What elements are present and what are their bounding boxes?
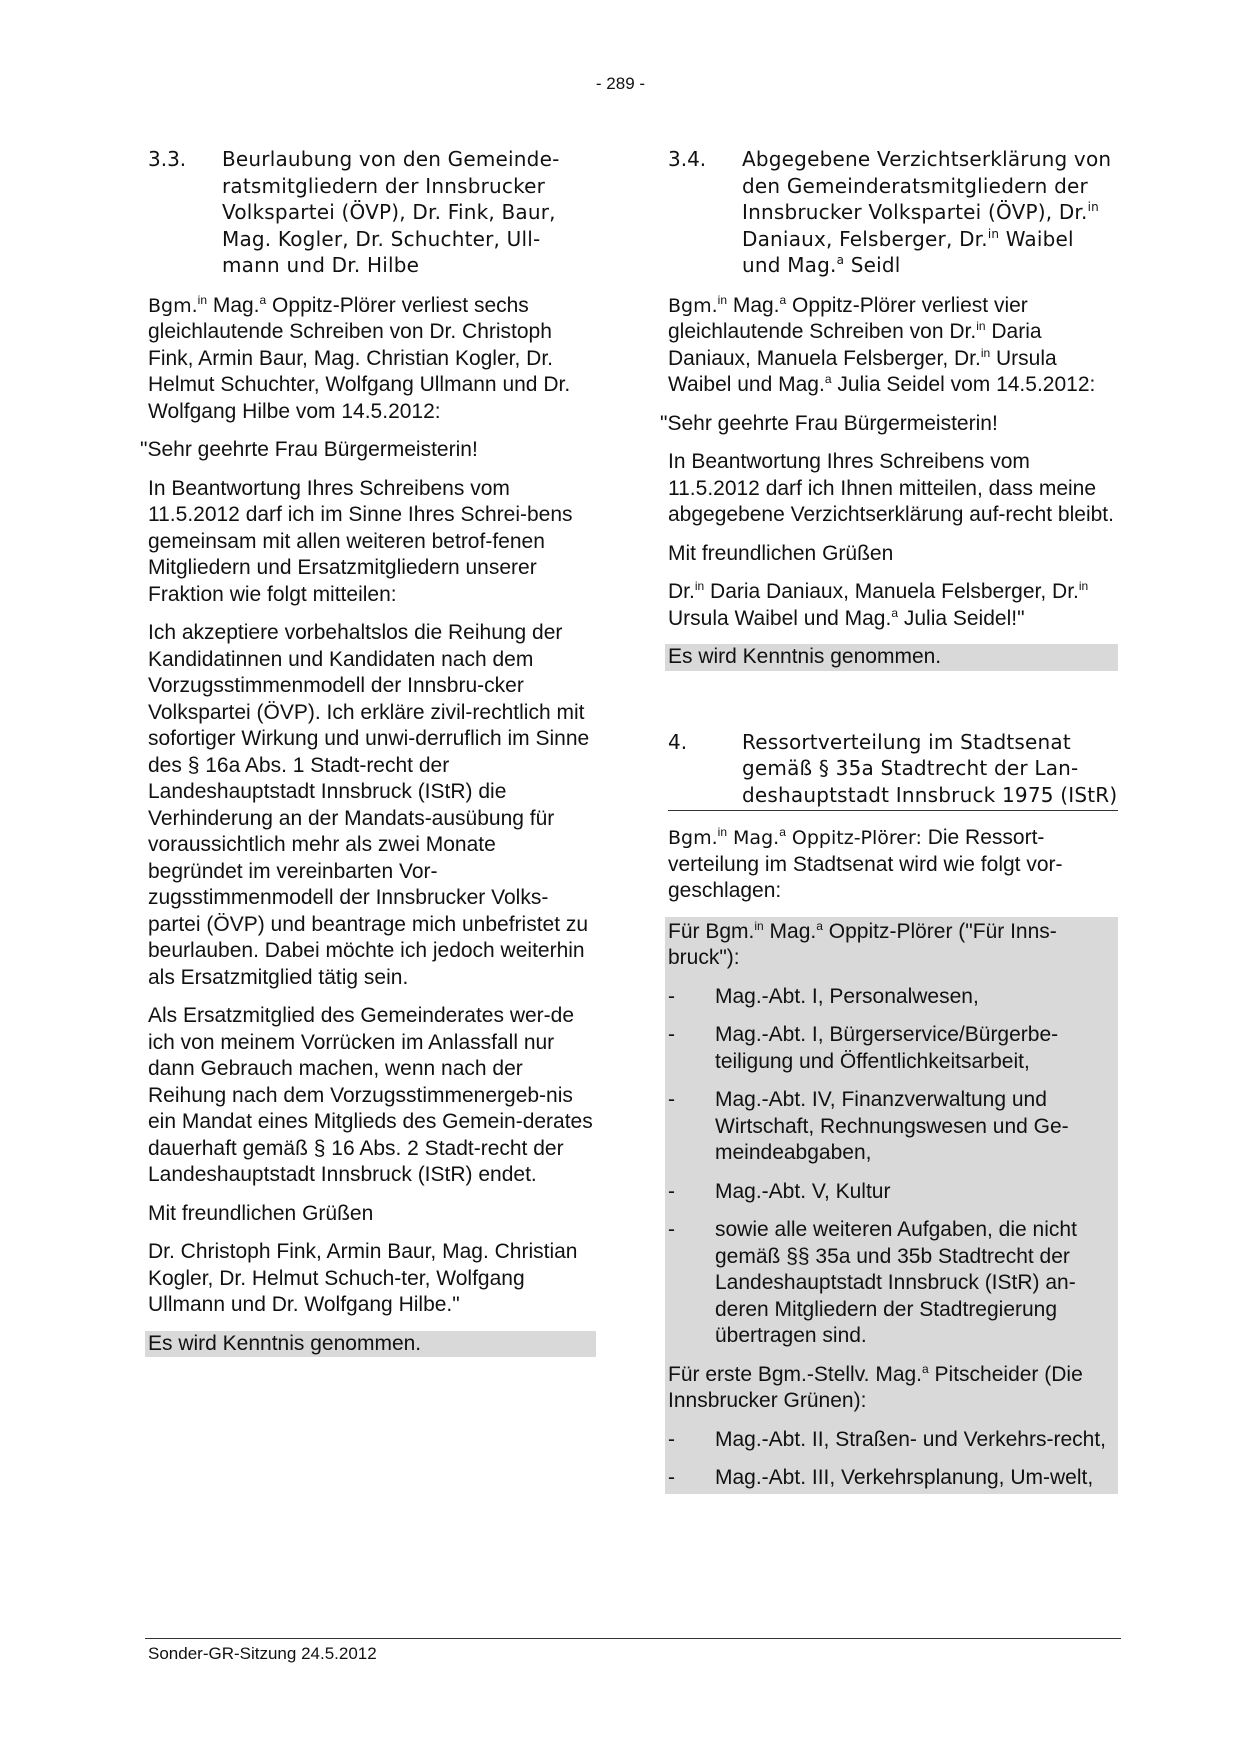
section-title: Beurlaubung von den Gemeinde-ratsmitgliedern der Innsbrucker Volkspartei (ÖVP), Dr. Fink, Baur, Mag. Kogler, Dr. Schuchter, Ull-mann und Dr. Hilbe	[222, 147, 560, 277]
letter-paragraph-3: Als Ersatzmitglied des Gemeinderates wer-de ich von meinem Vorrücken im Anlassfall nur dann Gebrauch machen, wenn nach der Reihung nach dem Vorzugsstimmenergeb-nis ein Mandat eines Mitglieds des Gemein-derates dauerhaft gemäß § 16 Abs. 2 Stadt-recht der Landeshauptstadt Innsbruck (IStR) endet.	[148, 1004, 593, 1186]
kenntnis-note: Es wird Kenntnis genommen.	[665, 644, 1118, 671]
intro-paragraph: Bgm.$^{in}$ Mag.$^a$ Oppitz-Plörer verliest vier gleichlautende Schreiben von Dr.$^{in}$ Daria Daniaux, Manuela Felsberger, Dr.$^{in}$ Ursula Waibel und Mag.$^a$ Julia Seidel vom 14.5.2012:	[668, 292, 1096, 396]
section-number: 3.3.	[148, 147, 187, 171]
group-1-title: Für Bgm.$^{in}$ Mag.$^a$ Oppitz-Plörer ("Für Inns-bruck"):	[668, 918, 1057, 969]
letter-paragraph-2: Ich akzeptiere vorbehaltslos die Reihung der Kandidatinnen und Kandidaten nach dem Vorzugsstimmenmodell der Innsbru-cker Volkspartei (ÖVP). Ich erkläre zivil-rechtlich mit sofortiger Wirkung und unwi-derruflich im Sinne des § 16a Abs. 1 Stadt-recht der Landeshauptstadt Innsbruck (IStR) die Verhinderung an der Mandats-ausübung für voraussichtlich mehr als zwei Monate begründet im vereinbarten Vor-zugsstimmenmodell der Innsbrucker Volks-partei (ÖVP) und beantrage mich unbefristet zu beurlauben. Dabei möchte ich jedoch weiterhin als Ersatzmitglied tätig sein.	[148, 621, 590, 989]
salutation: "Sehr geehrte Frau Bürgermeisterin!	[660, 411, 998, 435]
salutation: "Sehr geehrte Frau Bürgermeisterin!	[140, 438, 478, 461]
page-number: - 289 -	[595, 74, 646, 93]
list-item: - Mag.-Abt. III, Verkehrsplanung, Um-welt,	[668, 1466, 1094, 1489]
section-title: Ressortverteilung im Stadtsenat gemäß § 35a Stadtrecht der Lan-deshauptstadt Innsbruck 1975 (IStR)	[742, 729, 1118, 807]
section-3-4-heading	[668, 146, 1118, 279]
group-2-title: Für erste Bgm.-Stellv. Mag.$^a$ Pitscheider (Die Innsbrucker Grünen):	[668, 1361, 1083, 1412]
letter-paragraph-1: In Beantwortung Ihres Schreibens vom 11.5.2012 darf ich Ihnen mitteilen, dass meine abgegebene Verzichtserklärung auf-recht bleibt.	[668, 450, 1114, 526]
section-3-3-heading	[148, 146, 596, 279]
list-item: - Mag.-Abt. II, Straßen- und Verkehrs-recht,	[668, 1427, 1106, 1451]
closing: Mit freundlichen Grüßen	[148, 1201, 374, 1225]
left-column	[140, 146, 596, 1369]
section-4-intro: Bgm.$^{in}$ Mag.$^a$ Oppitz-Plörer: Die Ressort-verteilung im Stadtsenat wird wie folgt vor-geschlagen:	[668, 825, 1063, 902]
proposal-box	[665, 917, 1118, 1494]
kenntnis-note: Es wird Kenntnis genommen.	[145, 1331, 596, 1358]
list-item: - Mag.-Abt. V, Kultur	[668, 1179, 891, 1203]
section-title: Abgegebene Verzichtserklärung von den Gemeinderatsmitgliedern der Innsbrucker Volkspartei (ÖVP), Dr.$^{in}$ Daniaux, Felsberger, Dr.$^{in}$ Waibel und Mag.$^a$ Seidl	[742, 147, 1112, 277]
intro-paragraph: Bgm.$^{in}$ Mag.$^a$ Oppitz-Plörer verliest sechs gleichlautende Schreiben von Dr. Christoph Fink, Armin Baur, Mag. Christian Kogler, Dr. Helmut Schuchter, Wolfgang Ullmann und Dr. Wolfgang Hilbe vom 14.5.2012:	[148, 292, 571, 423]
closing: Mit freundlichen Grüßen	[668, 541, 894, 565]
list-item: - Mag.-Abt. IV, Finanzverwaltung und Wirtschaft, Rechnungswesen und Ge-meindeabgaben,	[668, 1088, 1069, 1164]
list-item: - Mag.-Abt. I, Bürgerservice/Bürgerbe-teiligung und Öffentlichkeitsarbeit,	[668, 1023, 1059, 1073]
list-item: - Mag.-Abt. I, Personalwesen,	[668, 984, 979, 1008]
right-column	[660, 146, 1118, 1494]
section-number: 3.4.	[668, 147, 707, 171]
footer-text: Sonder-GR-Sitzung 24.5.2012	[148, 1644, 377, 1663]
list-item: - sowie alle weiteren Aufgaben, die nicht gemäß §§ 35a und 35b Stadtrecht der Landeshauptstadt Innsbruck (IStR) an-deren Mitgliedern der Stadtregierung übertragen sind.	[668, 1218, 1077, 1347]
section-number: 4.	[668, 729, 688, 754]
signature: Dr. Christoph Fink, Armin Baur, Mag. Christian Kogler, Dr. Helmut Schuch-ter, Wolfgang Ullmann und Dr. Wolfgang Hilbe."	[148, 1240, 578, 1316]
footer-rule	[145, 1638, 1121, 1639]
letter-paragraph-1: In Beantwortung Ihres Schreibens vom 11.5.2012 darf ich im Sinne Ihres Schrei-bens gemeinsam mit allen weiteren betrof-fenen Mitgliedern und Ersatzmitgliedern unserer Fraktion wie folgt mitteilen:	[148, 476, 573, 606]
section-4-heading	[668, 729, 1118, 812]
signature: Dr.$^{in}$ Daria Daniaux, Manuela Felsberger, Dr.$^{in}$ Ursula Waibel und Mag.$^a$ Julia Seidel!"	[668, 579, 1089, 630]
